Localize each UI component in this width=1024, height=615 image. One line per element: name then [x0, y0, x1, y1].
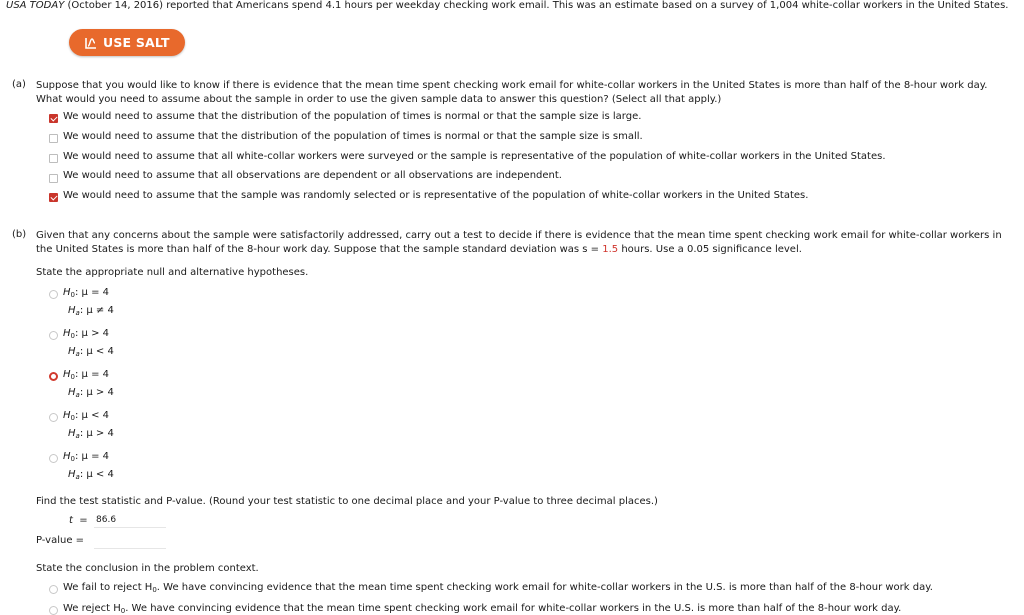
- part-b-line2-post: hours. Use a 0.05 significance level.: [618, 244, 802, 255]
- hypothesis-4-ha-text: : μ > 4: [79, 428, 114, 439]
- hypothesis-option-4-radio[interactable]: [49, 413, 58, 422]
- option-a3-checkbox[interactable]: [49, 154, 58, 163]
- hypothesis-5-h0-text: : μ = 4: [75, 451, 110, 462]
- option-a2-checkbox[interactable]: [49, 134, 58, 143]
- option-a5-label: We would need to assume that the sample was randomly selected or is representative of the population of white-collar workers in the United States.: [63, 190, 809, 201]
- conclusion-option-2-label: We reject $H_0$. We have convincing evidence that the mean time spent checking work email for white-collar workers in the U.S. is more than half of the 8-hour work day.: [63, 603, 902, 615]
- hypothesis-3-ha: $H_a$: μ > 4: [68, 387, 114, 399]
- salt-chart-icon: [85, 31, 97, 58]
- hypothesis-2-h0-text: : μ > 4: [75, 328, 110, 339]
- conclusion-1-pre: We fail to reject H: [63, 582, 153, 593]
- hypothesis-1-ha: $H_a$: μ ≠ 4: [68, 305, 114, 317]
- hypothesis-2-ha: $H_a$: μ < 4: [68, 346, 114, 358]
- option-a4-label: We would need to assume that all observations are dependent or all observations are independent.: [63, 170, 562, 181]
- option-a4-checkbox[interactable]: [49, 174, 58, 183]
- conclusion-2-post: . We have convincing evidence that the mean time spent checking work email for white-collar workers in the U.S. is more than half of the 8-hour work day.: [125, 603, 902, 614]
- hypothesis-option-2-radio[interactable]: [49, 331, 58, 340]
- hypothesis-option-5-radio[interactable]: [49, 454, 58, 463]
- hypothesis-4-ha: $H_a$: μ > 4: [68, 428, 114, 440]
- option-a3-label: We would need to assume that all white-collar workers were surveyed or the sample is representative of the population of white-collar workers in the United States.: [63, 151, 886, 162]
- hypothesis-5-h0: $H_0$: μ = 4: [63, 451, 110, 463]
- hypothesis-4-h0-text: : μ < 4: [75, 410, 110, 421]
- part-a-question-line2: What would you need to assume about the sample in order to use the given sample data to answer this question? (Select all that apply.): [36, 94, 722, 105]
- hypothesis-5-ha: $H_a$: μ < 4: [68, 469, 114, 481]
- problem-intro: [6, 0, 1008, 12]
- part-a-tag: (a): [12, 79, 26, 90]
- conclusion-option-1-radio[interactable]: [49, 585, 58, 594]
- part-b-tag: (b): [12, 229, 27, 240]
- conclusion-option-1-label: We fail to reject $H_0$. We have convincing evidence that the mean time spent checking work email for white-collar workers in the U.S. is more than half of the 8-hour work day.: [63, 582, 933, 594]
- part-b-line2-pre: the United States is more than half of the 8-hour work day. Suppose that the sample standard deviation was s =: [36, 244, 603, 255]
- conclusion-2-pre: We reject H: [63, 603, 121, 614]
- part-a-question-line1: Suppose that you would like to know if there is evidence that the mean time spent checking work email for white-collar workers in the United States is more than half of the 8-hour work day.: [36, 80, 988, 91]
- hypothesis-option-1-radio[interactable]: [49, 290, 58, 299]
- part-b-line2: [36, 243, 802, 257]
- option-a2-label: We would need to assume that the distribution of the population of times is normal or that the sample size is small.: [63, 131, 643, 142]
- hypothesis-4-h0: $H_0$: μ < 4: [63, 410, 110, 422]
- t-label: t =: [69, 515, 88, 526]
- p-value-label: P-value =: [36, 535, 85, 546]
- hypothesis-3-h0: $H_0$: μ = 4: [63, 369, 110, 381]
- source-name: USA TODAY: [6, 0, 65, 11]
- conclusion-1-post: . We have convincing evidence that the mean time spent checking work email for white-collar workers in the U.S. is more than half of the 8-hour work day.: [156, 582, 933, 593]
- hypothesis-1-ha-text: : μ ≠ 4: [79, 305, 114, 316]
- hypothesis-1-h0-text: : μ = 4: [75, 287, 110, 298]
- hypothesis-5-ha-text: : μ < 4: [79, 469, 114, 480]
- use-salt-button[interactable]: [69, 29, 185, 56]
- hypothesis-2-ha-text: : μ < 4: [79, 346, 114, 357]
- t-statistic-value: 86.6: [96, 515, 117, 525]
- option-a5-checkbox[interactable]: [49, 193, 58, 202]
- use-salt-label: USE SALT: [103, 35, 170, 50]
- hypothesis-3-h0-text: : μ = 4: [75, 369, 110, 380]
- option-a1-label: We would need to assume that the distribution of the population of times is normal or that the sample size is large.: [63, 111, 642, 122]
- hypothesis-option-3-radio[interactable]: [49, 372, 58, 381]
- hypothesis-1-h0: $H_0$: μ = 4: [63, 287, 110, 299]
- intro-text: (October 14, 2016) reported that Americans spend 4.1 hours per weekday checking work email. This was an estimate based on a survey of 1,004 white-collar workers in the United States.: [64, 0, 1009, 11]
- hypothesis-3-ha-text: : μ > 4: [79, 387, 114, 398]
- part-b-line1: Given that any concerns about the sample were satisfactorily addressed, carry out a test to decide if there is evidence that the mean time spent checking work email for white-collar workers in: [36, 230, 1002, 241]
- hypotheses-prompt: State the appropriate null and alternative hypotheses.: [36, 267, 309, 278]
- p-value-input[interactable]: [94, 537, 166, 549]
- option-a1-checkbox[interactable]: [49, 114, 58, 123]
- test-prompt: Find the test statistic and P-value. (Round your test statistic to one decimal place and your P-value to three decimal places.): [36, 496, 658, 507]
- hypothesis-2-h0: $H_0$: μ > 4: [63, 328, 110, 340]
- conclusion-prompt: State the conclusion in the problem context.: [36, 563, 259, 574]
- sample-sd-value: 1.5: [602, 244, 619, 255]
